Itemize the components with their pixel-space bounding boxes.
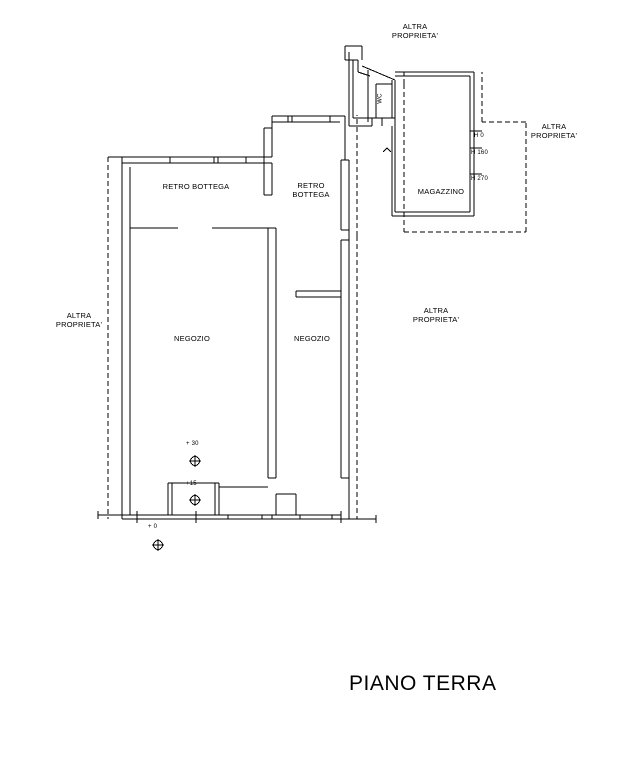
annotation-altra-proprieta-right: ALTRA PROPRIETA' (530, 122, 578, 140)
room-label-negozio-left: NEGOZIO (174, 334, 210, 343)
height-marker-h160: H 160 (471, 150, 489, 156)
height-marker-h270: H 270 (471, 176, 489, 182)
room-label-wc: WC (377, 93, 384, 104)
room-label-negozio-right: NEGOZIO (294, 334, 330, 343)
annotation-altra-proprieta-center: ALTRA PROPRIETA' (412, 306, 460, 324)
level-marker-30: + 30 (186, 441, 199, 447)
room-label-retro-bottega-left: RETRO BOTTEGA (162, 182, 230, 191)
drawing-title: PIANO TERRA (349, 672, 497, 695)
room-label-magazzino: MAGAZZINO (417, 187, 465, 196)
level-marker-0: + 0 (148, 524, 158, 530)
annotation-altra-proprieta-left: ALTRA PROPRIETA' (55, 311, 103, 329)
room-label-retro-bottega-center: RETRO BOTTEGA (292, 181, 330, 199)
height-marker-h0: H 0 (474, 133, 484, 139)
annotation-altra-proprieta-top: ALTRA PROPRIETA' (391, 22, 439, 40)
level-marker-15: +15 (186, 481, 197, 487)
